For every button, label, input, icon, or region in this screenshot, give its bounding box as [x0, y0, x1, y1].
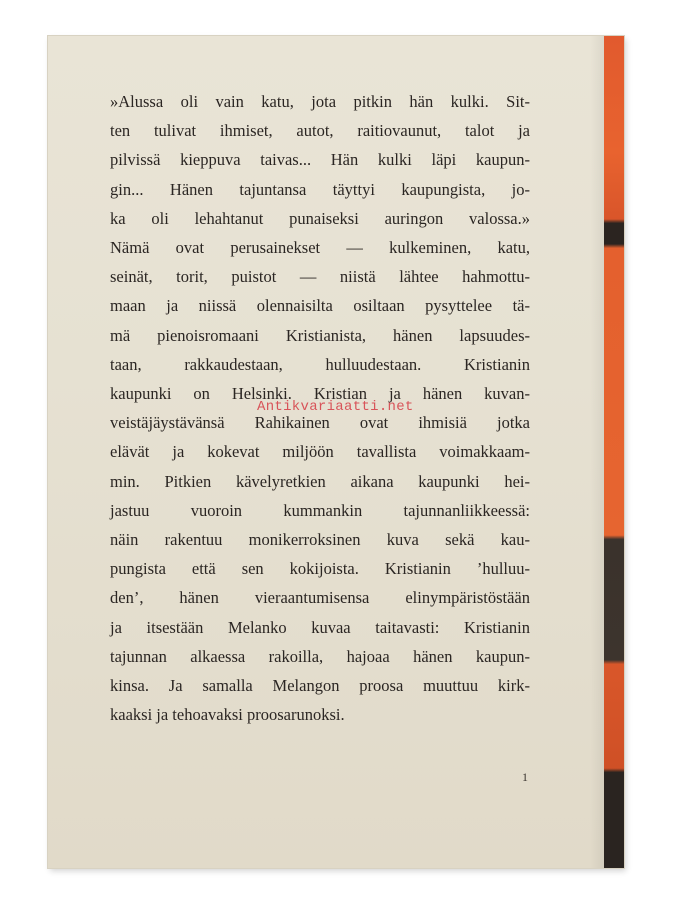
blurb-line: seinät, torit, puistot — niistä lähtee hahmottu- — [110, 267, 530, 287]
orange-spine-edge — [604, 36, 624, 868]
blurb-line: den’, hänen vieraantumisensa elinympäristöstään — [110, 588, 530, 608]
blurb-line: kinsa. Ja samalla Melangon proosa muuttuu kirk- — [110, 676, 530, 696]
blurb-line: pilvissä kieppuva taivas... Hän kulki läpi kaupun- — [110, 150, 530, 170]
blurb-line: tajunnan alkaessa rakoilla, hajoaa hänen kaupun- — [110, 646, 530, 666]
blurb-line: mä pienoisromaani Kristianista, hänen lapsuudes- — [110, 325, 530, 345]
blurb-line: gin... Hänen tajuntansa täyttyi kaupungista, jo- — [110, 179, 530, 199]
blurb-line: jastuu vuoroin kummankin tajunnanliikkeessä: — [110, 500, 530, 520]
page-number: 1 — [522, 770, 528, 784]
blurb-line: kaupunki on Helsinki. Kristian ja hänen kuvan- — [110, 384, 530, 404]
blurb-line: »Alussa oli vain katu, jota pitkin hän kulki. Sit- — [110, 92, 530, 111]
blurb-line: maan ja niissä olennaisilta osiltaan pysyttelee tä- — [110, 296, 530, 316]
blurb-line: veistäjäystävänsä Rahikainen ovat ihmisiä jotka — [110, 413, 530, 433]
blurb-line: näin rakentuu monikerroksinen kuva sekä kau- — [110, 530, 530, 550]
blurb-line: elävät ja kokevat miljöön tavallista voimakkaam- — [110, 442, 530, 462]
blurb-line: ka oli lehahtanut punaiseksi auringon valossa.» — [110, 208, 530, 228]
blurb-line: taan, rakkaudestaan, hulluudestaan. Kristianin — [110, 354, 530, 374]
watermark: Antikvariaatti.net — [257, 399, 414, 415]
cover-edge-shadow — [590, 36, 604, 868]
blurb-line: ten tulivat ihmiset, autot, raitiovaunut, talot ja — [110, 121, 530, 141]
blurb-line: Nämä ovat perusainekset — kulkeminen, katu, — [110, 238, 530, 258]
blurb-line: kaaksi ja tehoavaksi proosarunoksi. — [110, 705, 345, 725]
blurb-line: ja itsestään Melanko kuvaa taitavasti: Kristianin — [110, 617, 530, 637]
blurb-line: pungista että sen kokijoista. Kristianin ’hulluu- — [110, 559, 530, 579]
blurb-line: min. Pitkien kävelyretkien aikana kaupunki hei- — [110, 471, 530, 491]
